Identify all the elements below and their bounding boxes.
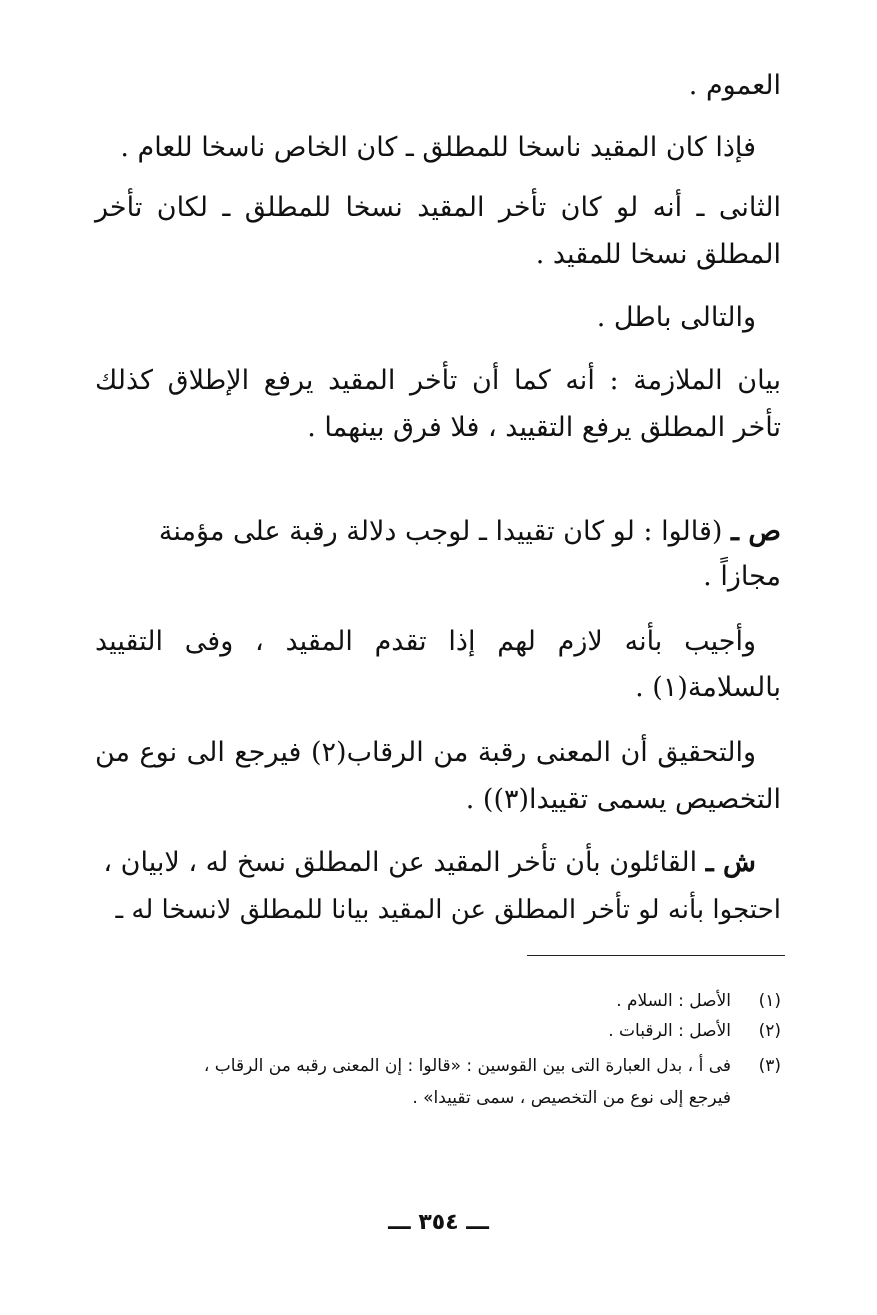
body-line-14 xyxy=(95,843,756,883)
shin-marker: ش ـ xyxy=(705,847,756,878)
body-line-8 xyxy=(95,512,781,552)
body-line-13: التخصيص يسمى تقييدا(٣)) . xyxy=(465,784,781,815)
body-line-5: والتالى باطل . xyxy=(596,302,756,333)
body-line-15: احتجوا بأنه لو تأخر المطلق عن المقيد بيانا للمطلق لانسخا له ـ xyxy=(115,895,781,925)
body-line-6: بيان الملازمة : أنه كما أن تأخر المقيد يرفع الإطلاق كذلك xyxy=(95,365,781,396)
footnote-2-number: (٢) xyxy=(758,1021,781,1041)
footnote-1-number: (١) xyxy=(758,991,781,1011)
footnote-2-text: الأصل : الرقبات . xyxy=(608,1021,731,1041)
footnote-divider xyxy=(527,955,785,956)
sad-marker: ص ـ xyxy=(731,516,781,547)
body-line-3: الثانى ـ أنه لو كان تأخر المقيد نسخا للمطلق ـ لكان تأخر xyxy=(95,192,781,223)
body-line-10: وأجيب بأنه لازم لهم إذا تقدم المقيد ، وفى التقييد xyxy=(95,626,756,657)
body-line-12: والتحقيق أن المعنى رقبة من الرقاب(٢) فيرجع الى نوع من xyxy=(95,737,757,768)
body-line-11: بالسلامة(١) . xyxy=(635,672,781,703)
body-line-7: تأخر المطلق يرفع التقييد ، فلا فرق بينهما . xyxy=(307,412,781,443)
page-number: ـــ ٣٥٤ ـــ xyxy=(388,1210,489,1235)
body-line-14-text: القائلون بأن تأخر المقيد عن المطلق نسخ له ، لابيان ، xyxy=(103,847,698,878)
body-line-9: مجازاً . xyxy=(703,561,781,592)
footnote-3-text: فى أ ، بدل العبارة التى بين القوسين : «قالوا : إن المعنى رقبه من الرقاب ، xyxy=(203,1056,731,1076)
body-line-2: فإذا كان المقيد ناسخا للمطلق ـ كان الخاص ناسخا للعام . xyxy=(120,132,756,163)
body-line-4: المطلق نسخا للمقيد . xyxy=(535,239,781,270)
footnote-1-text: الأصل : السلام . xyxy=(616,991,731,1011)
footnote-3-number: (٣) xyxy=(758,1056,781,1076)
body-line-1: العموم . xyxy=(688,70,781,101)
footnote-3-continued-text: فيرجع إلى نوع من التخصيص ، سمى تقييدا» . xyxy=(412,1088,731,1108)
body-line-8-text: (قالوا : لو كان تقييدا ـ لوجب دلالة رقبة على مؤمنة xyxy=(158,516,723,547)
